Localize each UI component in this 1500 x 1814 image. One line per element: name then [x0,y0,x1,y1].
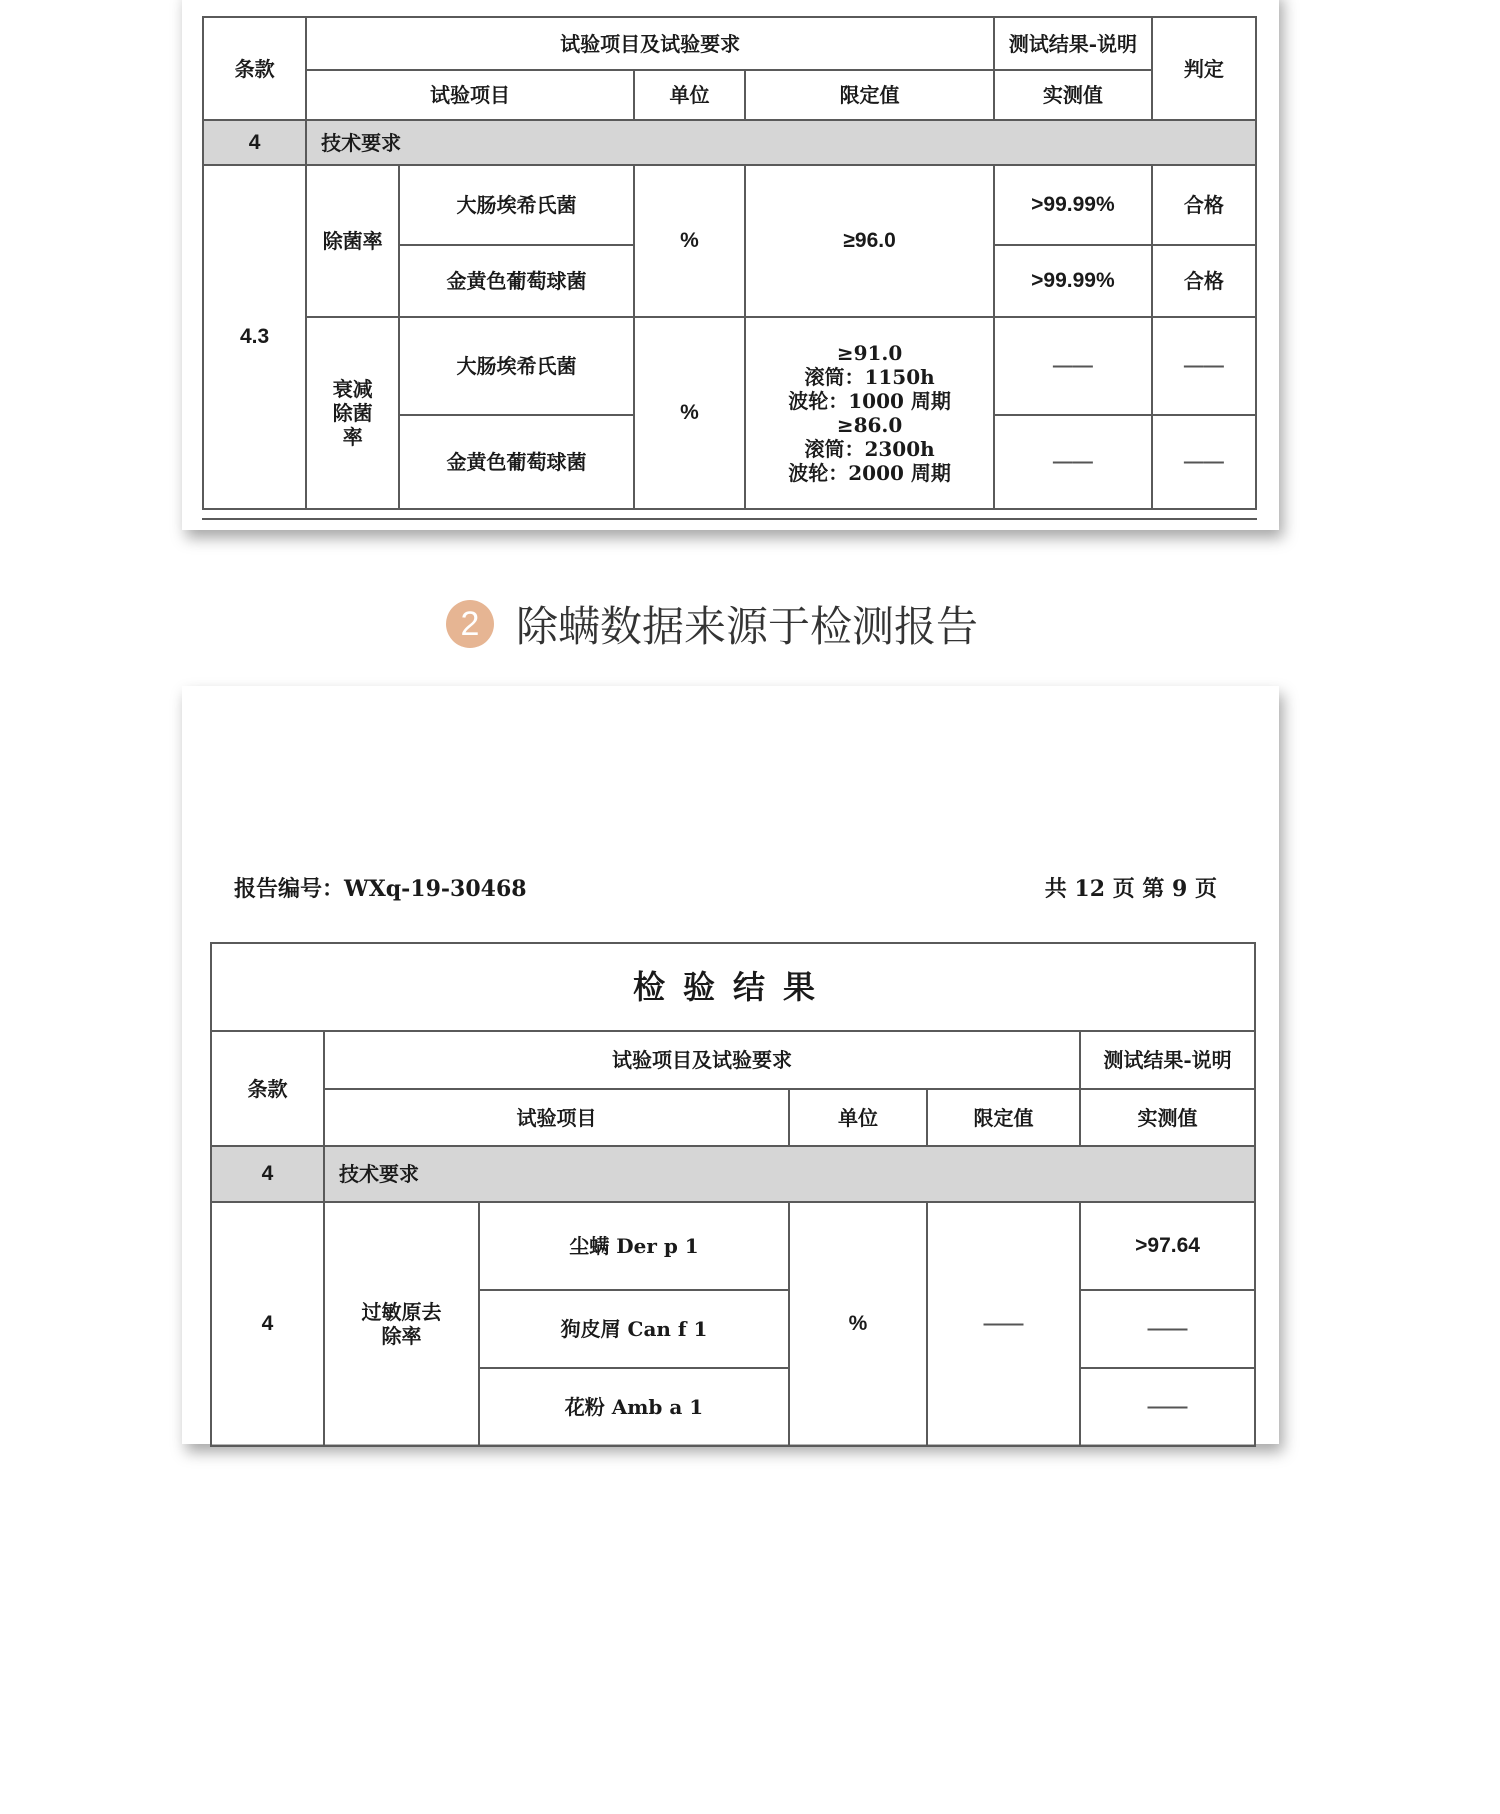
header-clause: 条款 [203,17,306,120]
table-row-measured: >99.99% [994,165,1152,245]
table-row-item: 尘螨 Der p 1 [479,1202,789,1290]
results-title: 检验结果 [211,943,1255,1031]
allergen-unit: % [789,1202,927,1446]
block1-unit: % [634,165,745,317]
report-sheet-allergen [182,686,1279,1444]
table-row-measured: >99.99% [994,245,1152,317]
table-row-measured: —— [1080,1290,1255,1368]
limit-line: 波轮：1000 周期 [788,389,951,413]
table-row-item: 金黄色葡萄球菌 [399,245,634,317]
table-row-item: 花粉 Amb a 1 [479,1368,789,1446]
header-limit: 限定值 [927,1089,1080,1146]
table-row-item: 大肠埃希氏菌 [399,317,634,415]
header-clause: 条款 [211,1031,324,1146]
header-test-group: 试验项目及试验要求 [306,17,994,70]
report-number: 报告编号：WXq-19-30468 [234,876,527,902]
header-test-item: 试验项目 [306,70,634,120]
limit-line: ≥91.0 [836,341,903,365]
allergen-limit: —— [927,1202,1080,1446]
table-row-measured: >97.64 [1080,1202,1255,1290]
section-clause: 4 [203,120,306,165]
page-count: 共 12 页 第 9 页 [1044,876,1217,902]
table-row-measured: —— [994,415,1152,509]
section-clause: 4 [211,1146,324,1202]
clause-4-3: 4.3 [203,165,306,509]
limit-line: 滚筒：1150h [804,365,935,389]
table-row-item: 金黄色葡萄球菌 [399,415,634,509]
block2-label: 衰减除菌率 [306,317,399,509]
table-row-item: 狗皮屑 Can f 1 [479,1290,789,1368]
block2-unit: % [634,317,745,509]
table-row-verdict: —— [1152,317,1256,415]
header-test-group: 试验项目及试验要求 [324,1031,1080,1089]
allergen-label: 过敏原去除率 [324,1202,479,1446]
section-heading [446,596,978,652]
section-heading-text: 除螨数据来源于检测报告 [516,602,979,651]
header-limit: 限定值 [745,70,994,120]
header-result-group: 测试结果-说明 [1080,1031,1255,1089]
header-result-group: 测试结果-说明 [994,17,1152,70]
allergen-table [210,942,1256,1447]
limit-line: 波轮：2000 周期 [788,461,951,485]
block1-label: 除菌率 [306,165,399,317]
table-row-verdict: 合格 [1152,245,1256,317]
table-row-verdict: —— [1152,415,1256,509]
header-test-item: 试验项目 [324,1089,789,1146]
header-unit: 单位 [789,1089,927,1146]
table-row-item: 大肠埃希氏菌 [399,165,634,245]
table-row-measured: —— [994,317,1152,415]
block1-limit: ≥96.0 [745,165,994,317]
block2-limit [745,317,994,509]
header-unit: 单位 [634,70,745,120]
limit-line: ≥86.0 [836,413,903,437]
report-sheet-antibacterial [182,0,1279,530]
section-label: 技术要求 [306,120,1256,165]
header-measured: 实测值 [994,70,1152,120]
section-label: 技术要求 [324,1146,1255,1202]
header-measured: 实测值 [1080,1089,1255,1146]
table-row-verdict: 合格 [1152,165,1256,245]
step-number-badge: 2 [446,600,494,648]
header-verdict: 判定 [1152,17,1256,120]
clause-4: 4 [211,1202,324,1446]
limit-line: 滚筒：2300h [804,437,935,461]
table-row-measured: —— [1080,1368,1255,1446]
antibacterial-table [202,16,1257,510]
table-continuation-line [202,518,1257,520]
